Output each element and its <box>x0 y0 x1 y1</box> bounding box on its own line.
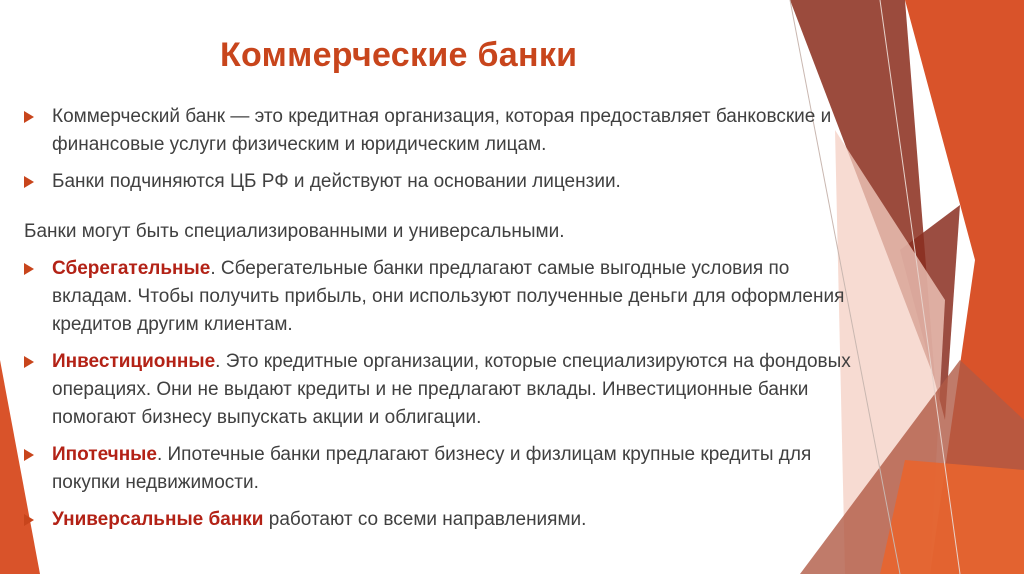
bullet-item <box>24 255 859 339</box>
bank-type-term: Инвестиционные <box>52 351 216 372</box>
bullet-text: . Ипотечные банки предлагают бизнесу и физлицам крупные кредиты для покупки недвижимости. <box>52 444 812 493</box>
bullet-arrow-icon <box>24 514 34 526</box>
bullet-text: Банки подчиняются ЦБ РФ и действуют на основании лицензии. <box>52 171 621 192</box>
bank-type-term: Ипотечные <box>52 444 157 465</box>
slide-title: Коммерческие банки <box>220 36 578 74</box>
bullet-item <box>24 348 859 432</box>
bullet-item <box>24 506 859 534</box>
paragraph-text: Банки могут быть специализированными и универсальными. <box>24 221 565 242</box>
bullet-arrow-icon <box>24 176 34 188</box>
bank-type-term: Сберегательные <box>52 258 211 279</box>
plain-paragraph <box>24 218 859 246</box>
bullet-item <box>24 168 859 196</box>
bullet-text: Коммерческий банк — это кредитная организация, которая предоставляет банковские и финансовые услуги физическим и юридическим лицам. <box>52 106 832 155</box>
bullet-text: . Это кредитные организации, которые специализируются на фондовых операциях. Они не выдают кредиты и не предлагают вклады. Инвестиционные банки помогают бизнесу выпускать акции и облигации. <box>52 351 851 428</box>
bullet-arrow-icon <box>24 111 34 123</box>
bullet-item <box>24 441 859 497</box>
bank-type-term: Универсальные банки <box>52 509 264 530</box>
slide-body <box>24 103 859 543</box>
bullet-text: . Сберегательные банки предлагают самые выгодные условия по вкладам. Чтобы получить прибыль, они используют полученные деньги для оформления кредитов другим клиентам. <box>52 258 845 335</box>
bullet-text: работают со всеми направлениями. <box>263 509 587 530</box>
bullet-arrow-icon <box>24 356 34 368</box>
bullet-item <box>24 103 859 159</box>
bullet-arrow-icon <box>24 263 34 275</box>
bullet-arrow-icon <box>24 449 34 461</box>
